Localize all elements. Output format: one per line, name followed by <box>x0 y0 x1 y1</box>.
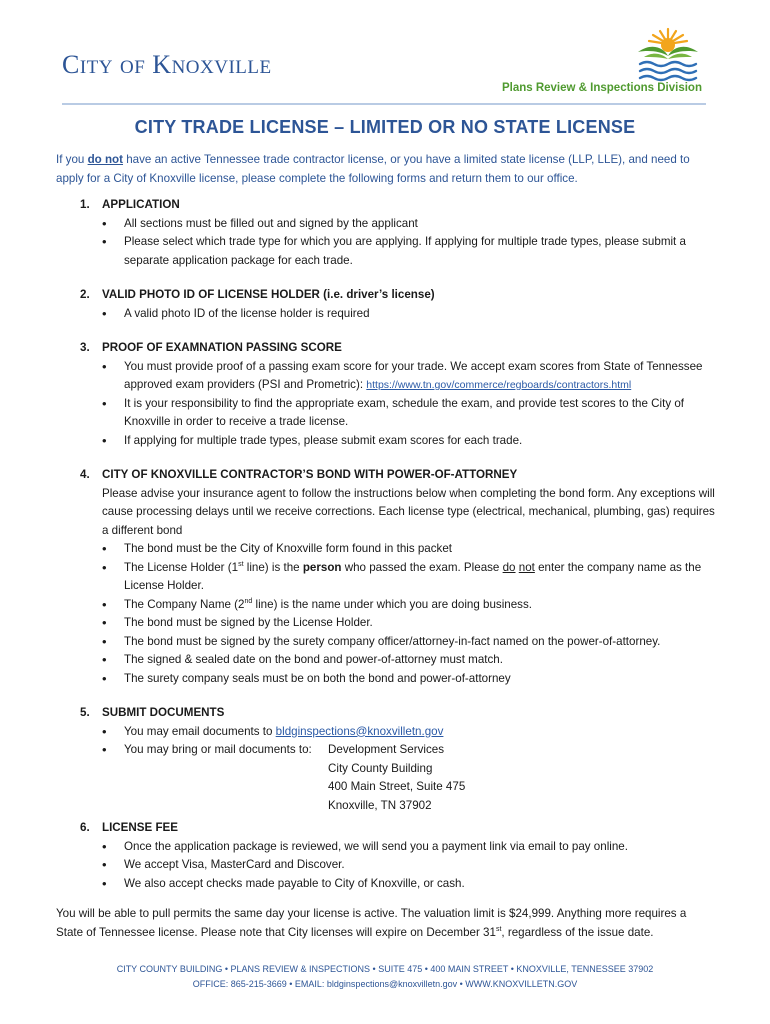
section-exam-score <box>56 339 716 450</box>
mail-label: • You may bring or mail documents to: <box>124 743 312 756</box>
section-number: 2. <box>80 288 90 301</box>
section-number: 4. <box>80 468 90 481</box>
section-heading: VALID PHOTO ID OF LICENSE HOLDER (i.e. driver’s license) <box>102 288 435 301</box>
list-item: • You must provide proof of a passing exam score for your trade. We accept exam scores from State of Tennessee approved exam providers (PSI and Prometric): https://www.tn.gov/commerce/regboards/contractors.html <box>124 358 716 395</box>
footer-contact-line: OFFICE: 865-215-3669 • EMAIL: bldginspections@knoxvilletn.gov • WWW.KNOXVILLETN.GOV <box>192 979 578 989</box>
section-heading: SUBMIT DOCUMENTS <box>102 706 225 719</box>
list-item: • The bond must be signed by the surety company officer/attorney-in-fact named on the power-of-attorney. <box>124 633 716 652</box>
list-item: • A valid photo ID of the license holder is required <box>124 305 716 324</box>
list-item: • It is your responsibility to find the appropriate exam, schedule the exam, and provide test scores to the City of Knoxville in order to receive a trade license. <box>124 395 716 432</box>
footer <box>0 962 770 992</box>
list-item: • The Company Name (2nd line) is the name under which you are doing business. <box>124 596 716 615</box>
section-license-fee <box>56 819 716 893</box>
list-item: • Once the application package is reviewed, we will send you a payment link via email to pay online. <box>124 838 716 857</box>
list-item: • You may email documents to bldginspections@knoxvilletn.gov <box>124 723 716 742</box>
section-contractor-bond <box>56 466 716 688</box>
header-divider <box>62 103 706 105</box>
list-item: • We also accept checks made payable to City of Knoxville, or cash. <box>124 875 716 894</box>
section-heading: PROOF OF EXAMNATION PASSING SCORE <box>102 341 342 354</box>
do-not-emphasis: do not <box>87 153 123 166</box>
list-item: • The bond must be signed by the License Holder. <box>124 614 716 633</box>
section-application <box>56 196 716 270</box>
sun-and-waves-emblem-icon <box>630 26 706 82</box>
list-item: • The signed & sealed date on the bond and power-of-attorney must match. <box>124 651 716 670</box>
section-heading: LICENSE FEE <box>102 821 179 834</box>
city-of-knoxville-logo: CITY OF KNOXVILLE <box>62 50 272 79</box>
bond-instructions: Please advise your insurance agent to follow the instructions below when completing the bond form. Any exceptions will cause processing delays until we receive corrections. Each license type (electrical, mechanical, plumbing, gas) requires a different bond <box>102 486 715 537</box>
section-number: 1. <box>80 198 90 211</box>
list-item: • The License Holder (1st line) is the person who passed the exam. Please do not enter the company name as the License Holder. <box>124 559 716 596</box>
footer-address-line: CITY COUNTY BUILDING • PLANS REVIEW & INSPECTIONS • SUITE 475 • 400 MAIN STREET • KNOXVILLE, TENNESSEE 37902 <box>116 964 654 974</box>
list-item: • If applying for multiple trade types, please submit exam scores for each trade. <box>124 432 716 451</box>
email-link[interactable]: bldginspections@knoxvilletn.gov <box>275 724 444 738</box>
section-heading: CITY OF KNOXVILLE CONTRACTOR’S BOND WITH POWER-OF-ATTORNEY <box>102 468 518 481</box>
list-item: • All sections must be filled out and signed by the applicant <box>124 215 716 234</box>
section-number: 3. <box>80 341 90 354</box>
list-item: • We accept Visa, MasterCard and Discover. <box>124 856 716 875</box>
list-item: • The surety company seals must be on both the bond and power-of-attorney <box>124 670 716 689</box>
contractors-board-link[interactable]: https://www.tn.gov/commerce/regboards/contractors.html <box>366 379 632 391</box>
division-name: Plans Review & Inspections Division <box>501 82 702 94</box>
section-number: 5. <box>80 706 90 719</box>
letterhead <box>0 0 770 110</box>
list-item: • Please select which trade type for which you are applying. If applying for multiple trade types, please submit a separate application package for each trade. <box>124 233 716 270</box>
document-body <box>56 151 716 954</box>
section-number: 6. <box>80 821 90 834</box>
section-photo-id <box>56 286 716 323</box>
closing-paragraph: You will be able to pull permits the same day your license is active. The valuation limit is $24,999. Anything more requires a State of Tennessee license. Please note that City licenses will expire on December 31st, regardless of the issue date. <box>56 907 687 939</box>
list-item: • The bond must be the City of Knoxville form found in this packet <box>124 540 716 559</box>
list-item <box>124 741 716 815</box>
mailing-address: Development Services City County Building 400 Main Street, Suite 475 Knoxville, TN 37902 <box>328 743 466 812</box>
document-title: CITY TRADE LICENSE – LIMITED OR NO STATE LICENSE <box>134 117 636 137</box>
section-submit-documents <box>56 704 716 815</box>
intro-paragraph: If you do not have an active Tennessee trade contractor license, or you have a limited state license (LLP, LLE), and need to apply for a City of Knoxville license, please complete the following forms and return them to our office. <box>56 153 690 185</box>
section-heading: APPLICATION <box>102 198 180 211</box>
